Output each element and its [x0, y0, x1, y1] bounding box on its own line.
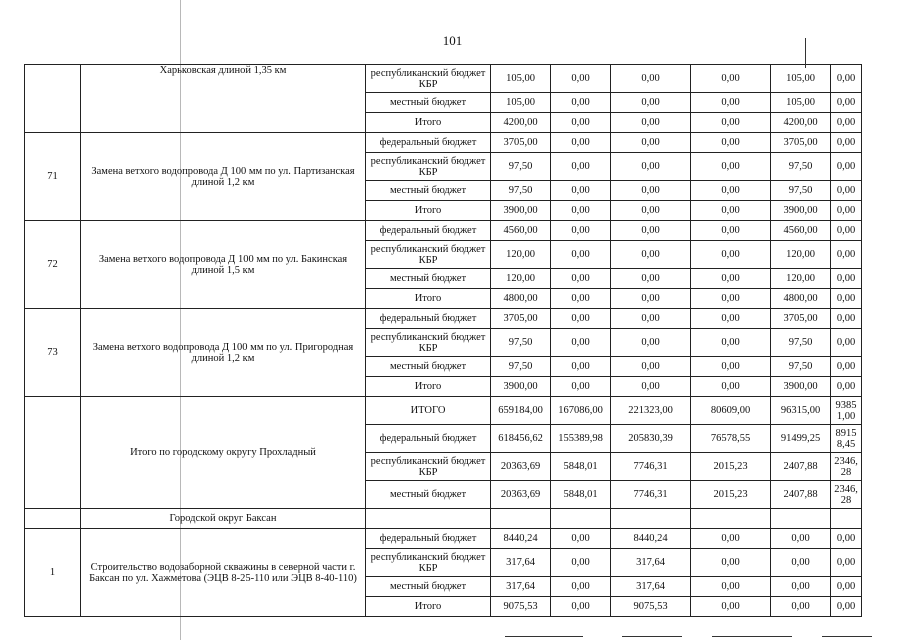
amount-cell: 0,00	[831, 357, 862, 377]
page-number: 101	[442, 33, 463, 48]
amount-cell: 76578,55	[691, 425, 771, 453]
amount-cell: 0,00	[831, 201, 862, 221]
amount-cell: 0,00	[551, 309, 611, 329]
amount-cell: 97,50	[491, 357, 551, 377]
amount-cell: 0,00	[691, 221, 771, 241]
amount-cell: 0,00	[611, 329, 691, 357]
amount-cell: 0,00	[691, 65, 771, 93]
object-name-cell: Итого по городскому округу Прохладный	[81, 397, 366, 509]
amount-cell: 97,50	[771, 329, 831, 357]
amount-cell: 2346,28	[831, 453, 862, 481]
funding-source-cell: федеральный бюджет	[366, 529, 491, 549]
row-number-cell: 73	[25, 309, 81, 397]
amount-cell: 2407,88	[771, 453, 831, 481]
funding-source-cell: местный бюджет	[366, 269, 491, 289]
amount-cell: 4800,00	[771, 289, 831, 309]
amount-cell: 4800,00	[491, 289, 551, 309]
object-name-cell: Харьковская длиной 1,35 км	[81, 65, 366, 133]
amount-cell: 3705,00	[771, 309, 831, 329]
row-number-cell: 1	[25, 529, 81, 617]
amount-cell: 3900,00	[491, 201, 551, 221]
amount-cell: 317,64	[491, 549, 551, 577]
amount-cell: 0,00	[611, 357, 691, 377]
amount-cell: 0,00	[831, 597, 862, 617]
table-row	[25, 529, 862, 549]
amount-cell: 317,64	[611, 577, 691, 597]
scan-artifact	[822, 636, 872, 637]
amount-cell: 0,00	[691, 309, 771, 329]
empty-cell	[691, 509, 771, 529]
amount-cell: 97,50	[771, 181, 831, 201]
amount-cell: 0,00	[691, 113, 771, 133]
table-row	[25, 397, 862, 425]
scan-artifact	[505, 636, 583, 637]
amount-cell: 0,00	[831, 113, 862, 133]
amount-cell: 120,00	[491, 269, 551, 289]
funding-source-cell: федеральный бюджет	[366, 133, 491, 153]
amount-cell: 0,00	[691, 241, 771, 269]
amount-cell: 80609,00	[691, 397, 771, 425]
amount-cell: 4200,00	[491, 113, 551, 133]
empty-cell	[771, 509, 831, 529]
amount-cell: 0,00	[691, 153, 771, 181]
funding-source-cell: местный бюджет	[366, 577, 491, 597]
amount-cell: 0,00	[551, 597, 611, 617]
amount-cell: 5848,01	[551, 481, 611, 509]
budget-table	[24, 64, 862, 617]
funding-source-cell: федеральный бюджет	[366, 221, 491, 241]
amount-cell: 0,00	[691, 93, 771, 113]
amount-cell: 0,00	[611, 113, 691, 133]
row-number-cell	[25, 509, 81, 529]
amount-cell: 3705,00	[491, 133, 551, 153]
amount-cell: 0,00	[831, 309, 862, 329]
amount-cell: 0,00	[551, 329, 611, 357]
funding-source-cell: республиканский бюджет КБР	[366, 241, 491, 269]
amount-cell: 97,50	[771, 357, 831, 377]
amount-cell: 0,00	[831, 289, 862, 309]
amount-cell: 0,00	[691, 201, 771, 221]
amount-cell: 0,00	[551, 201, 611, 221]
amount-cell: 4200,00	[771, 113, 831, 133]
table-row	[25, 221, 862, 241]
amount-cell: 7746,31	[611, 453, 691, 481]
row-number-cell: 71	[25, 133, 81, 221]
amount-cell: 0,00	[771, 549, 831, 577]
funding-source-cell: местный бюджет	[366, 481, 491, 509]
amount-cell: 2407,88	[771, 481, 831, 509]
amount-cell: 105,00	[771, 65, 831, 93]
amount-cell: 0,00	[771, 597, 831, 617]
amount-cell: 0,00	[691, 357, 771, 377]
amount-cell: 0,00	[551, 241, 611, 269]
amount-cell: 618456,62	[491, 425, 551, 453]
funding-source-cell: Итого	[366, 597, 491, 617]
amount-cell: 0,00	[831, 241, 862, 269]
amount-cell: 2346,28	[831, 481, 862, 509]
amount-cell: 0,00	[611, 65, 691, 93]
amount-cell: 659184,00	[491, 397, 551, 425]
funding-source-cell: ИТОГО	[366, 397, 491, 425]
amount-cell: 0,00	[551, 549, 611, 577]
amount-cell: 20363,69	[491, 453, 551, 481]
scan-artifact	[180, 0, 181, 640]
amount-cell: 221323,00	[611, 397, 691, 425]
amount-cell: 0,00	[831, 329, 862, 357]
object-name-cell: Замена ветхого водопровода Д 100 мм по ул. Бакинская длиной 1,5 км	[81, 221, 366, 309]
amount-cell: 120,00	[771, 241, 831, 269]
amount-cell: 5848,01	[551, 453, 611, 481]
funding-source-cell: местный бюджет	[366, 93, 491, 113]
amount-cell: 0,00	[691, 181, 771, 201]
amount-cell: 97,50	[491, 181, 551, 201]
amount-cell: 97,50	[491, 329, 551, 357]
funding-source-cell: Итого	[366, 377, 491, 397]
funding-source-cell: республиканский бюджет КБР	[366, 549, 491, 577]
funding-source-cell: местный бюджет	[366, 357, 491, 377]
funding-source-cell: Итого	[366, 113, 491, 133]
amount-cell: 0,00	[691, 377, 771, 397]
row-number-cell: 72	[25, 221, 81, 309]
amount-cell: 0,00	[551, 377, 611, 397]
object-name-cell: Замена ветхого водопровода Д 100 мм по ул. Пригородная длиной 1,2 км	[81, 309, 366, 397]
amount-cell: 0,00	[551, 577, 611, 597]
amount-cell: 4560,00	[771, 221, 831, 241]
amount-cell: 0,00	[831, 221, 862, 241]
region-title: Городской округ Баксан	[81, 509, 366, 529]
amount-cell: 0,00	[771, 577, 831, 597]
amount-cell: 0,00	[611, 269, 691, 289]
amount-cell: 3900,00	[771, 377, 831, 397]
amount-cell: 3705,00	[771, 133, 831, 153]
amount-cell: 105,00	[491, 65, 551, 93]
amount-cell: 0,00	[551, 93, 611, 113]
amount-cell: 120,00	[491, 241, 551, 269]
amount-cell: 167086,00	[551, 397, 611, 425]
scan-artifact	[622, 636, 682, 637]
amount-cell: 0,00	[831, 153, 862, 181]
funding-source-cell: местный бюджет	[366, 181, 491, 201]
amount-cell: 97,50	[491, 153, 551, 181]
amount-cell: 205830,39	[611, 425, 691, 453]
amount-cell: 0,00	[551, 65, 611, 93]
amount-cell: 8440,24	[491, 529, 551, 549]
funding-source-cell: республиканский бюджет КБР	[366, 153, 491, 181]
empty-cell	[551, 509, 611, 529]
funding-source-cell: федеральный бюджет	[366, 425, 491, 453]
amount-cell: 0,00	[611, 289, 691, 309]
amount-cell: 0,00	[831, 133, 862, 153]
amount-cell: 105,00	[491, 93, 551, 113]
amount-cell: 3900,00	[771, 201, 831, 221]
row-number-cell	[25, 65, 81, 133]
empty-cell	[611, 509, 691, 529]
amount-cell: 0,00	[551, 289, 611, 309]
amount-cell: 0,00	[611, 201, 691, 221]
amount-cell: 0,00	[611, 153, 691, 181]
amount-cell: 105,00	[771, 93, 831, 113]
scan-artifact	[712, 636, 792, 637]
empty-cell	[491, 509, 551, 529]
amount-cell: 0,00	[771, 529, 831, 549]
amount-cell: 0,00	[831, 529, 862, 549]
amount-cell: 91499,25	[771, 425, 831, 453]
amount-cell: 2015,23	[691, 453, 771, 481]
amount-cell: 0,00	[831, 549, 862, 577]
funding-source-cell: республиканский бюджет КБР	[366, 453, 491, 481]
amount-cell: 0,00	[691, 269, 771, 289]
amount-cell: 0,00	[551, 181, 611, 201]
amount-cell: 0,00	[551, 357, 611, 377]
amount-cell: 0,00	[551, 529, 611, 549]
empty-cell	[366, 509, 491, 529]
amount-cell: 0,00	[831, 181, 862, 201]
amount-cell: 0,00	[551, 113, 611, 133]
amount-cell: 8440,24	[611, 529, 691, 549]
budget-table-body	[25, 65, 862, 617]
amount-cell: 3705,00	[491, 309, 551, 329]
funding-source-cell: республиканский бюджет КБР	[366, 65, 491, 93]
amount-cell: 0,00	[691, 289, 771, 309]
amount-cell: 0,00	[831, 269, 862, 289]
amount-cell: 97,50	[771, 153, 831, 181]
amount-cell: 317,64	[611, 549, 691, 577]
table-row	[25, 309, 862, 329]
amount-cell: 3900,00	[491, 377, 551, 397]
amount-cell: 9075,53	[491, 597, 551, 617]
funding-source-cell: Итого	[366, 289, 491, 309]
amount-cell: 20363,69	[491, 481, 551, 509]
amount-cell: 0,00	[691, 597, 771, 617]
amount-cell: 0,00	[611, 181, 691, 201]
amount-cell: 0,00	[691, 549, 771, 577]
amount-cell: 0,00	[611, 133, 691, 153]
amount-cell: 4560,00	[491, 221, 551, 241]
amount-cell: 155389,98	[551, 425, 611, 453]
funding-source-cell: Итого	[366, 201, 491, 221]
amount-cell: 120,00	[771, 269, 831, 289]
amount-cell: 0,00	[551, 153, 611, 181]
amount-cell: 0,00	[551, 133, 611, 153]
amount-cell: 96315,00	[771, 397, 831, 425]
amount-cell: 0,00	[551, 221, 611, 241]
amount-cell: 0,00	[611, 221, 691, 241]
amount-cell: 0,00	[611, 93, 691, 113]
amount-cell: 0,00	[611, 241, 691, 269]
table-row	[25, 65, 862, 93]
object-name-cell: Замена ветхого водопровода Д 100 мм по ул. Партизанская длиной 1,2 км	[81, 133, 366, 221]
amount-cell: 0,00	[611, 309, 691, 329]
amount-cell: 89158,45	[831, 425, 862, 453]
amount-cell: 0,00	[551, 269, 611, 289]
amount-cell: 7746,31	[611, 481, 691, 509]
amount-cell: 0,00	[831, 93, 862, 113]
scan-artifact	[805, 38, 806, 68]
table-row	[25, 133, 862, 153]
amount-cell: 0,00	[611, 377, 691, 397]
amount-cell: 0,00	[691, 577, 771, 597]
amount-cell: 0,00	[831, 377, 862, 397]
amount-cell: 317,64	[491, 577, 551, 597]
amount-cell: 9075,53	[611, 597, 691, 617]
amount-cell: 0,00	[691, 529, 771, 549]
empty-cell	[831, 509, 862, 529]
amount-cell: 0,00	[831, 65, 862, 93]
amount-cell: 0,00	[691, 133, 771, 153]
row-number-cell	[25, 397, 81, 509]
amount-cell: 0,00	[831, 577, 862, 597]
amount-cell: 0,00	[691, 329, 771, 357]
amount-cell: 2015,23	[691, 481, 771, 509]
funding-source-cell: республиканский бюджет КБР	[366, 329, 491, 357]
object-name-cell: Строительство водозаборной скважины в северной части г. Баксан по ул. Хажметова (ЭЦВ 8-25-110 или ЭЦВ 8-40-110)	[81, 529, 366, 617]
funding-source-cell: федеральный бюджет	[366, 309, 491, 329]
table-row	[25, 509, 862, 529]
amount-cell: 93851,00	[831, 397, 862, 425]
